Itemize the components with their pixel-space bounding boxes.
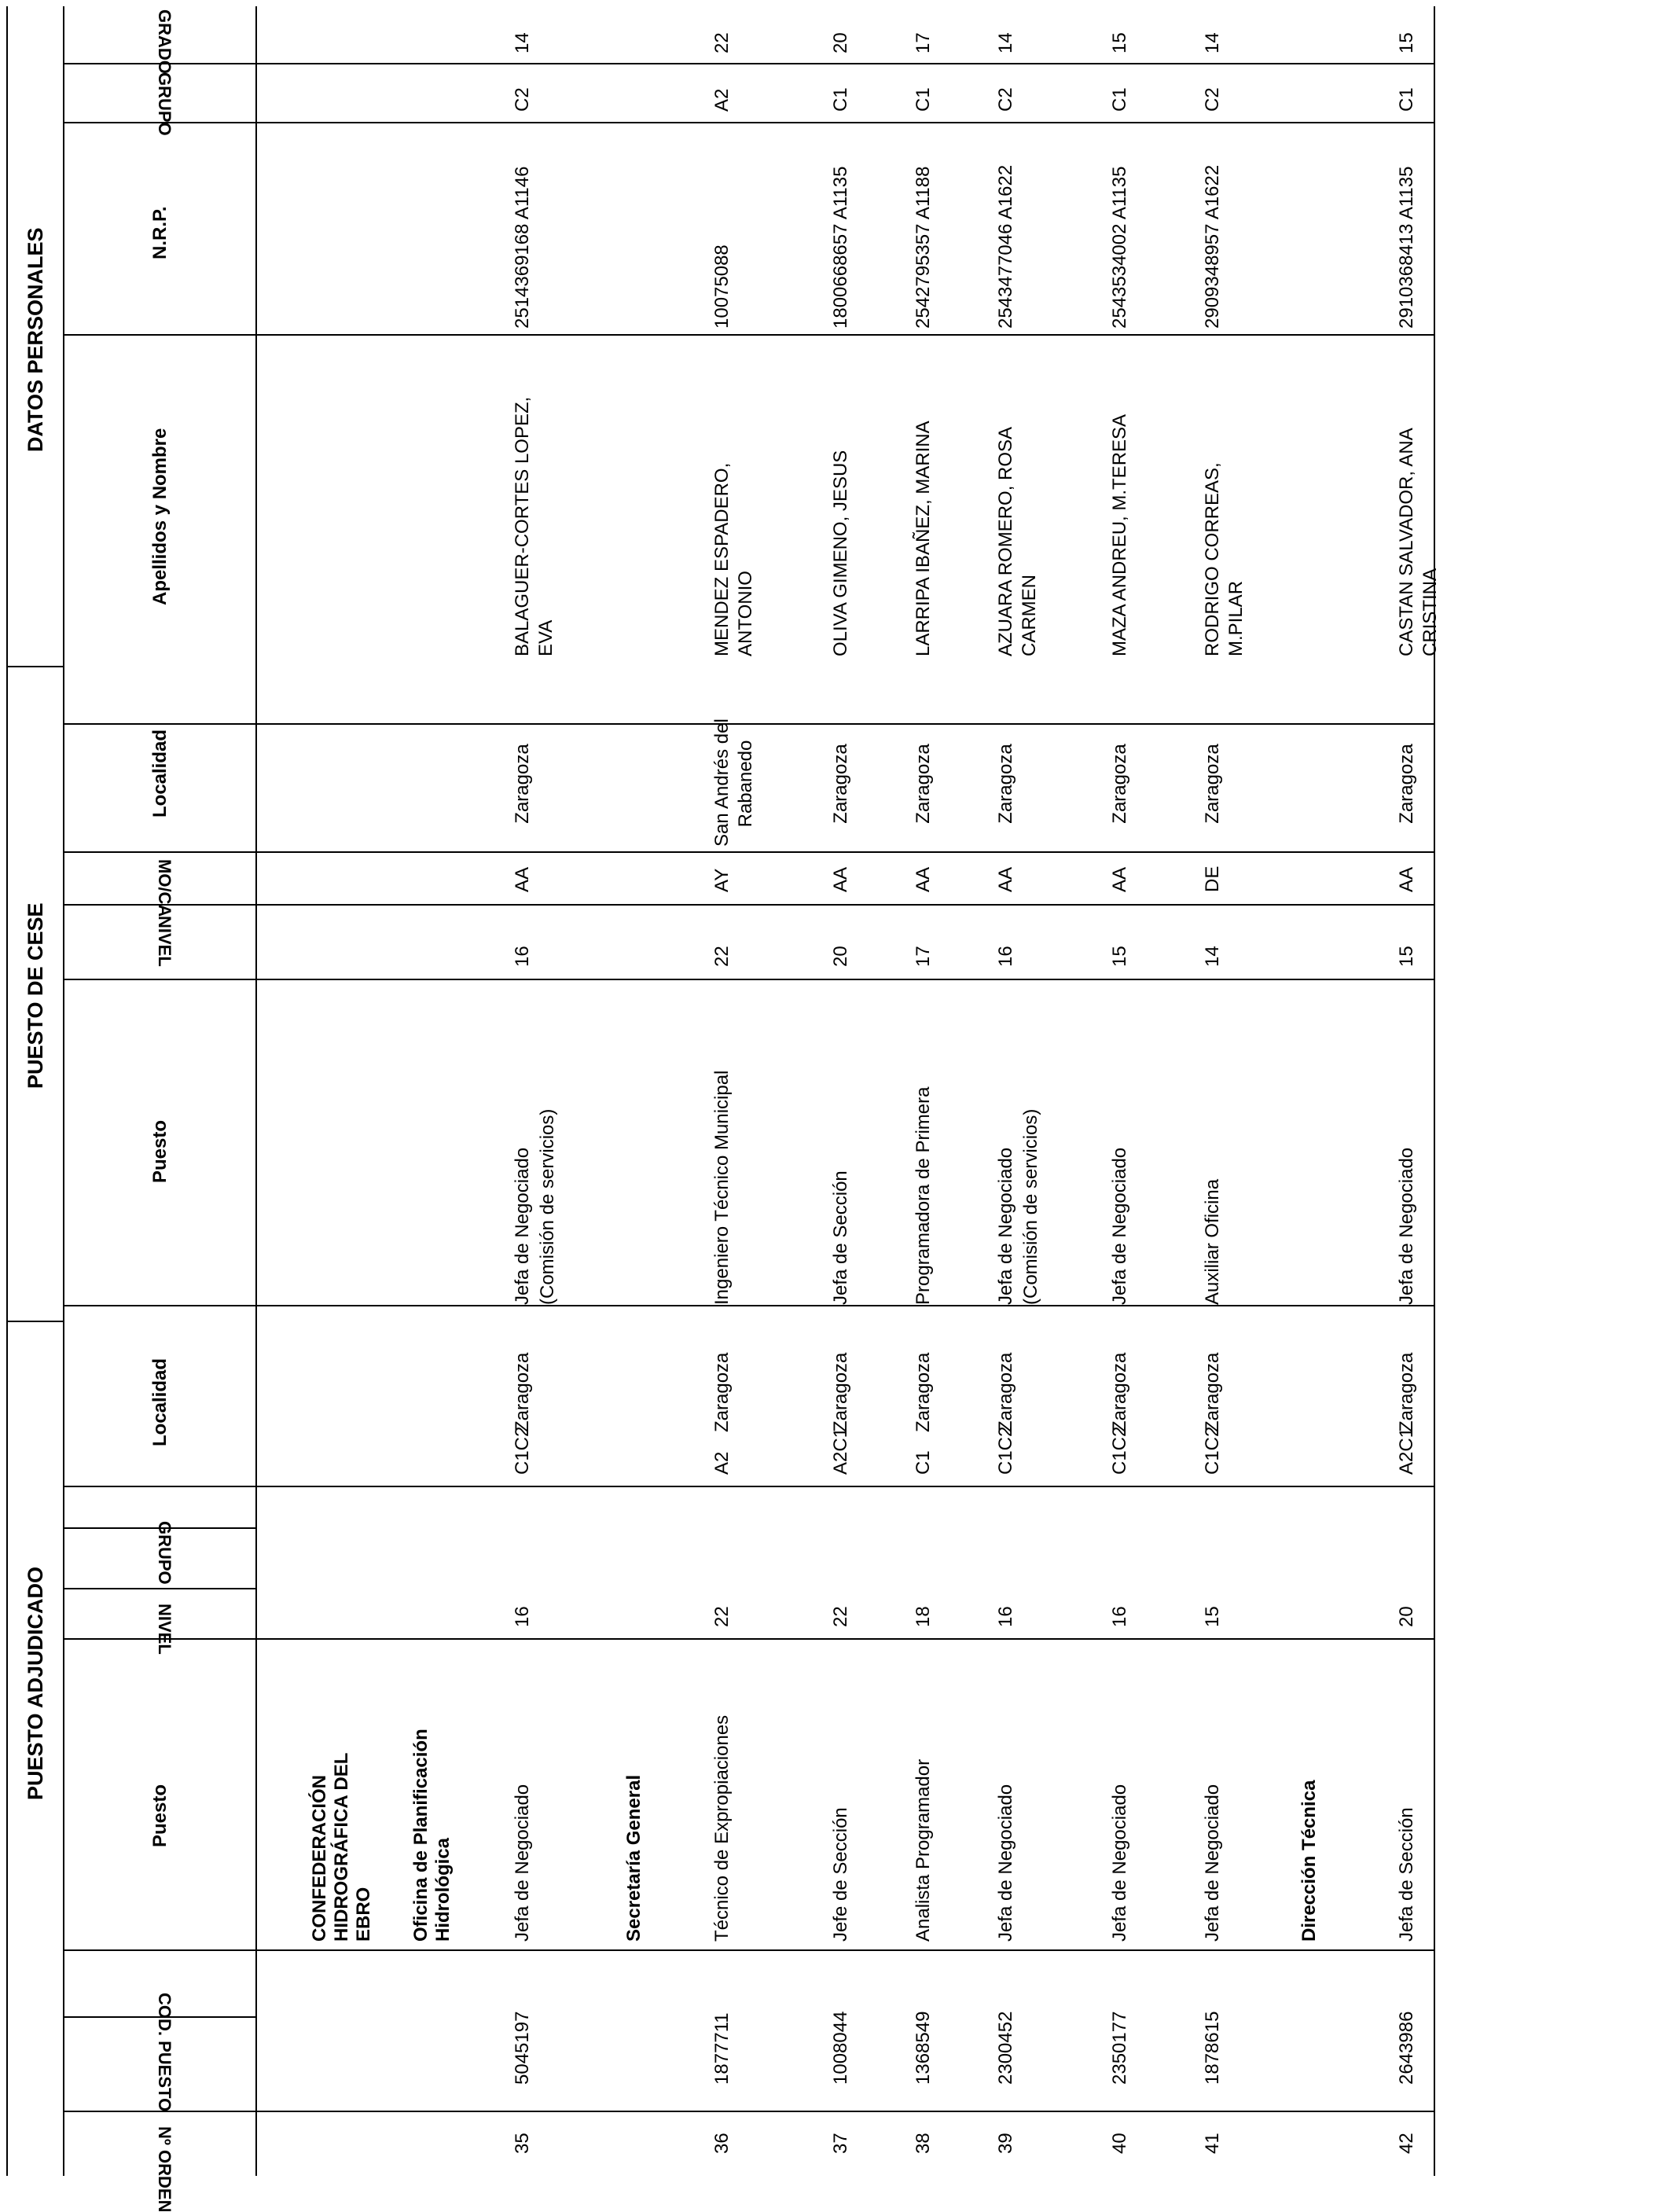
dp-column-divider-1 [64,122,1434,123]
cell-grupo: A2C1 [830,1427,851,1475]
cell-localidad: Zaragoza [1396,1352,1417,1432]
col-header-mo-ca: MO/CA [155,859,174,917]
cell-nivel: 18 [913,1606,934,1627]
cell-cese-puesto: Jefa de Sección [830,1170,851,1305]
cell-nrp: 2910368413 A1135 [1396,166,1417,329]
cell-grupo: A2 [711,1451,733,1475]
section-direccion-title: Dirección Técnica [1298,1780,1320,1942]
cell-nombre: CASTAN SALVADOR, ANA [1396,428,1417,656]
cell-grado: 17 [913,32,934,53]
cell-grado: 14 [1202,32,1223,53]
col-header-dp-grupo: GRUPO [155,72,174,136]
cell-cod-puesto: 1368549 [913,2011,934,2085]
cell-orden: 41 [1202,2133,1223,2154]
cell-puesto: Analista Programador [913,1758,934,1942]
cell-dp-grupo: C2 [995,87,1016,112]
cell-cese-puesto: Jefa de Negociado [512,1147,533,1305]
cell-nivel: 15 [1202,1606,1223,1627]
col-header-puesto: Puesto [149,1784,171,1847]
cell-localidad: Zaragoza [830,1352,851,1432]
cell-cese-nivel: 14 [1202,946,1223,967]
section-secretaria-title: Secretaría General [623,1774,645,1942]
cell-nivel: 22 [711,1606,733,1627]
cell-nivel: 16 [995,1606,1016,1627]
cell-cese-puesto: Auxiliar Oficina [1202,1178,1223,1305]
group-header-datos: DATOS PERSONALES [24,227,47,452]
section-oficina-title: Oficina de Planificación Hidrológica [410,1729,454,1942]
cell-nombre: AZUARA ROMERO, ROSA [995,426,1016,656]
cell-dp-grupo: C1 [1396,87,1417,112]
cell-cese-nivel: 16 [512,946,533,967]
cell-cese-localidad: Zaragoza [830,744,851,824]
cell-nombre: BALAGUER-CORTES LOPEZ, [512,396,533,656]
cell-cese-localidad: Zaragoza [1109,744,1130,824]
header-band-divider [63,6,64,2176]
column-divider-4 [64,1305,1434,1306]
cell-localidad: Zaragoza [512,1352,533,1432]
cell-nombre-line2: ANTONIO [735,571,756,656]
cell-dp-grupo: C1 [1109,87,1130,112]
cell-localidad: Zaragoza [711,1352,733,1432]
cell-nivel: 20 [1396,1606,1417,1627]
cell-orden: 39 [995,2133,1016,2154]
column-divider-2 [64,1638,1434,1640]
cell-cese-localidad: Zaragoza [512,744,533,824]
group-divider-adjudicado-cese [6,1321,64,1322]
cell-cese-localidad: Zaragoza [995,744,1016,824]
cell-dp-grupo: C1 [830,87,851,112]
col-header-nrp: N.R.P. [149,206,171,259]
cell-grupo: C1C2 [1109,1426,1130,1475]
cell-grupo: C1C2 [995,1426,1016,1475]
cell-grado: 22 [711,32,733,53]
cell-grupo: C1C2 [1202,1426,1223,1475]
col-header-cese-puesto: Puesto [149,1119,171,1183]
group-divider-cese-datos [6,666,64,667]
cell-grado: 14 [995,32,1016,53]
cell-cese-localidad: Zaragoza [913,744,934,824]
cell-cese-localidad-line2: Rabanedo [735,740,756,828]
cell-cese-puesto: Programadora de Primera [913,1086,934,1305]
cell-nivel: 16 [1109,1606,1130,1627]
cell-cod-puesto: 5045197 [512,2011,533,2085]
cell-nombre: OLIVA GIMENO, JESUS [830,450,851,656]
section-org-title: CONFEDERACIÓN HIDROGRÁFICA DEL EBRO [309,1753,374,1942]
cell-cese-nivel: 15 [1109,946,1130,967]
cell-nrp: 10075088 [711,244,733,329]
cell-cese-puesto: Jefa de Negociado [1396,1147,1417,1305]
cell-mo-ca: AA [1109,866,1130,892]
cell-grado: 15 [1396,32,1417,53]
col-header-grupo: GRUPO [155,1521,174,1585]
column-divider-3 [64,1486,1434,1487]
header-bottom-border [255,6,257,2176]
cell-cese-puesto: Jefa de Negociado [1109,1147,1130,1305]
col-header-cese-localidad: Localidad [149,729,171,818]
cell-orden: 40 [1109,2133,1130,2154]
dp-column-divider-2 [64,63,1434,64]
cell-cod-puesto: 1878615 [1202,2011,1223,2085]
cell-mo-ca: AY [711,868,733,892]
cell-nombre: MENDEZ ESPADERO, [711,462,733,656]
column-divider-7 [64,851,1434,853]
col-header-apellidos: Apellidos y Nombre [149,428,171,605]
col-header-localidad: Localidad [149,1358,171,1446]
cell-puesto: Jefa de Negociado [995,1784,1016,1942]
header-column-divider-1 [64,1588,255,1589]
cell-grado: 20 [830,32,851,53]
column-divider-0 [64,2111,1434,2112]
cell-grado: 15 [1109,32,1130,53]
cell-grado: 14 [512,32,533,53]
cell-cod-puesto: 2643986 [1396,2011,1417,2085]
cell-cese-nivel: 15 [1396,946,1417,967]
cell-orden: 37 [830,2133,851,2154]
table-right-border [1434,6,1435,2176]
column-divider-1 [64,1949,1434,1951]
cell-orden: 42 [1396,2133,1417,2154]
cell-cese-puesto: Ingeniero Técnico Municipal [711,1070,733,1305]
cell-mo-ca: AA [995,866,1016,892]
cell-cese-nivel: 22 [711,946,733,967]
cell-puesto: Jefa de Negociado [512,1784,533,1942]
cell-cese-nivel: 20 [830,946,851,967]
cell-cese-puesto-line2: (Comisión de servicios) [537,1108,558,1305]
cell-puesto: Jefe de Sección [830,1807,851,1942]
col-header-orden: Nº ORDEN [155,2126,174,2212]
cell-mo-ca: AA [1396,866,1417,892]
cell-puesto: Jefa de Negociado [1109,1784,1130,1942]
cell-nivel: 16 [512,1606,533,1627]
cell-mo-ca: DE [1202,865,1223,892]
cell-orden: 36 [711,2133,733,2154]
cell-orden: 35 [512,2133,533,2154]
col-header-cese-nivel: NIVEL [155,916,174,967]
cell-mo-ca: AA [913,866,934,892]
cell-nombre-line2: M.PILAR [1225,580,1247,656]
cell-nombre: MAZA ANDREU, M.TERESA [1109,413,1130,656]
cell-cese-localidad: Zaragoza [1202,744,1223,824]
cell-cese-nivel: 16 [995,946,1016,967]
cell-dp-grupo: C2 [512,87,533,112]
cell-cod-puesto: 2300452 [995,2011,1016,2085]
cell-localidad: Zaragoza [995,1352,1016,1432]
cell-orden: 38 [913,2133,934,2154]
cell-nrp: 1800668657 A1135 [830,166,851,329]
col-header-grado: GRADO [155,9,174,74]
cell-nombre-line2: CARMEN [1019,574,1040,656]
cell-dp-grupo: A2 [711,88,733,112]
cell-localidad: Zaragoza [1109,1352,1130,1432]
cell-localidad: Zaragoza [913,1352,934,1432]
cell-grupo: C1C2 [512,1426,533,1475]
cell-cod-puesto: 1008044 [830,2011,851,2085]
cell-nombre: RODRIGO CORREAS, [1202,462,1223,656]
cell-puesto: Jefa de Sección [1396,1807,1417,1942]
cell-grupo: A2C1 [1396,1427,1417,1475]
group-header-adjudicado: PUESTO ADJUDICADO [24,1566,47,1800]
cell-cese-nivel: 17 [913,946,934,967]
column-divider-6 [64,904,1434,906]
table-left-border [6,6,8,2176]
cell-nrp: 2543534002 A1135 [1109,166,1130,329]
cell-nrp: 2542795357 A1188 [913,166,934,329]
cell-dp-grupo: C2 [1202,87,1223,112]
cell-nombre: LARRIPA IBAÑEZ, MARINA [913,421,934,656]
cell-cese-localidad: San Andrés del [711,718,733,847]
column-divider-5 [64,979,1434,980]
cell-nombre-line2: EVA [535,619,556,656]
cell-mo-ca: AA [830,866,851,892]
dp-column-divider-0 [64,334,1434,336]
col-header-nivel: NIVEL [155,1604,174,1655]
col-header-cod-puesto: COD. PUESTO [155,1993,174,2112]
cell-cese-puesto-line2: (Comisión de servicios) [1020,1108,1041,1305]
cell-puesto: Jefa de Negociado [1202,1784,1223,1942]
cell-cod-puesto: 2350177 [1109,2011,1130,2085]
cell-localidad: Zaragoza [1202,1352,1223,1432]
group-header-cese: PUESTO DE CESE [24,902,47,1089]
cell-grupo: C1 [913,1450,934,1475]
cell-nrp: 2514369168 A1146 [512,166,533,329]
cell-nrp: 2909348957 A1622 [1202,164,1223,329]
cell-mo-ca: AA [512,866,533,892]
cell-nivel: 22 [830,1606,851,1627]
cell-cese-puesto: Jefa de Negociado [995,1147,1016,1305]
cell-dp-grupo: C1 [913,87,934,112]
cell-cod-puesto: 1877711 [711,2012,733,2085]
cell-puesto: Técnico de Expropiaciones [711,1714,733,1942]
cell-nombre-line2: CRISTINA [1419,568,1441,656]
cell-cese-localidad: Zaragoza [1396,744,1417,824]
cell-nrp: 2543477046 A1622 [995,164,1016,329]
